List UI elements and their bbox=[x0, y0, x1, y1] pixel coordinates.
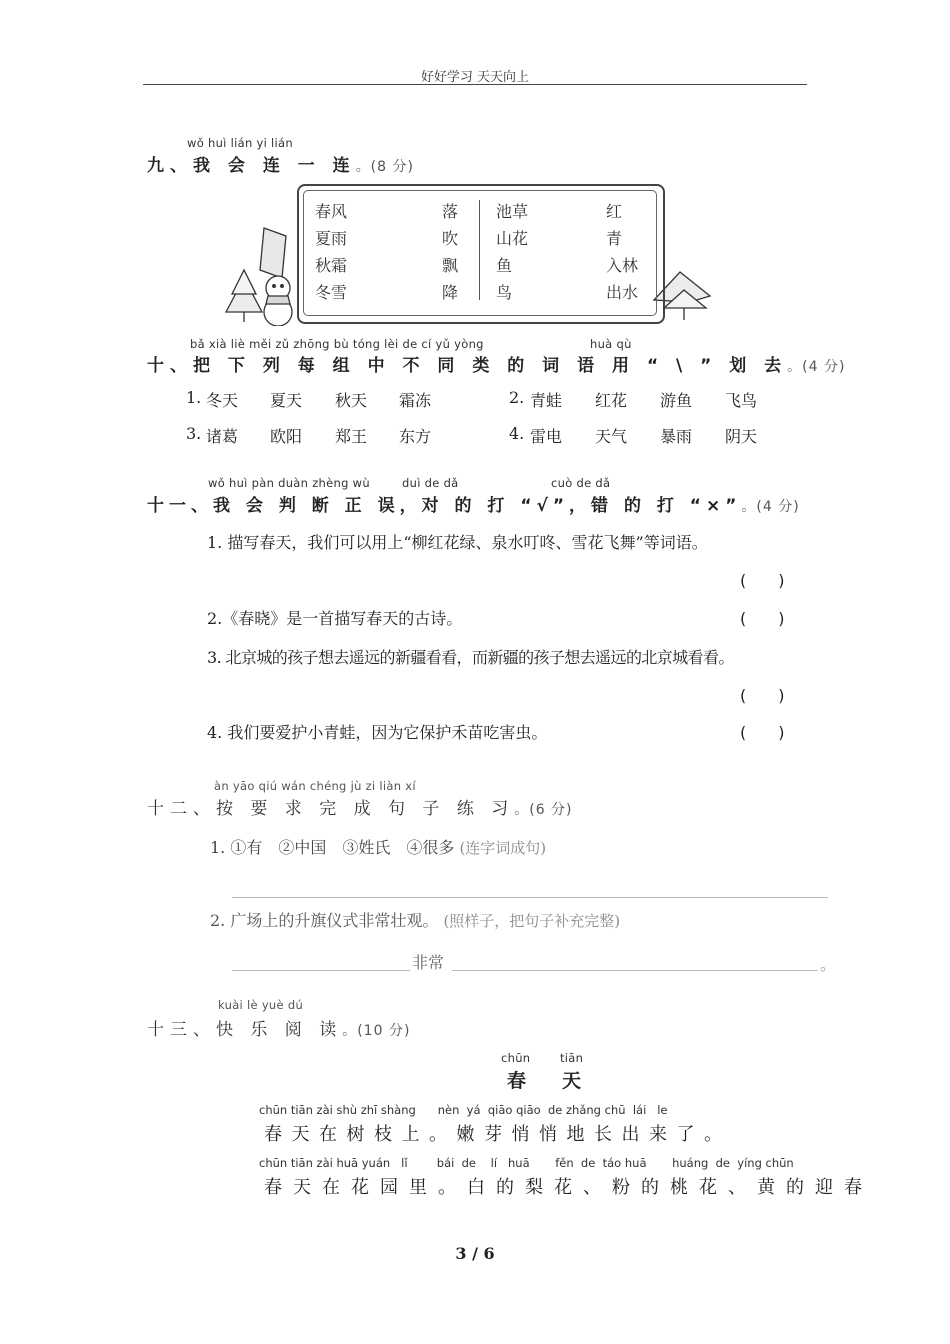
group-3-word-4[interactable]: 东方 bbox=[399, 427, 432, 446]
group-3-num: 3. bbox=[186, 424, 202, 443]
story-title-char-1: 春 bbox=[507, 1070, 527, 1092]
s10-score: 。(4 分) bbox=[787, 359, 846, 375]
s10-heading bbox=[147, 351, 845, 376]
s9-score: 。(8 分) bbox=[355, 159, 414, 175]
s11-pinyin-2: duì de dǎ bbox=[402, 476, 459, 490]
s10-title: 十、把 下 列 每 组 中 不 同 类 的 词 语 用 “ \ ” 划 去 bbox=[147, 356, 788, 376]
judge-answer-4[interactable]: ( ) bbox=[740, 723, 785, 742]
s13-score: 。(10 分) bbox=[342, 1023, 411, 1039]
group-1-word-4[interactable]: 霜冻 bbox=[399, 391, 432, 410]
s12-heading bbox=[147, 794, 573, 819]
judge-answer-3[interactable]: ( ) bbox=[740, 686, 785, 705]
s12-q1-text: 1. ①有 ②中国 ③姓氏 ④很多 bbox=[210, 838, 455, 857]
answer-line-q1[interactable] bbox=[232, 897, 828, 898]
s12-title: 十二、按 要 求 完 成 句 子 练 习 bbox=[147, 799, 515, 819]
s12-q2-hint: (照样子，把句子补充完整) bbox=[443, 912, 621, 930]
s11-pinyin-3: cuò de dǎ bbox=[551, 476, 611, 490]
group-1-num: 1. bbox=[186, 388, 202, 407]
s12-q1 bbox=[210, 835, 546, 858]
right-result-1[interactable]: 红 bbox=[606, 202, 623, 221]
s10-pinyin: bǎ xià liè měi zǔ zhōng bù tóng lèi de cí yǔ yòng bbox=[190, 337, 484, 351]
judge-answer-2[interactable]: ( ) bbox=[740, 609, 785, 628]
right-result-2[interactable]: 青 bbox=[606, 229, 623, 248]
group-4-word-4[interactable]: 阴天 bbox=[725, 427, 758, 446]
left-verb-4[interactable]: 降 bbox=[442, 283, 459, 302]
group-3-word-3[interactable]: 郑王 bbox=[335, 427, 368, 446]
winter-scene-illustration bbox=[216, 222, 302, 326]
s11-pinyin: wǒ huì pàn duàn zhèng wù bbox=[208, 476, 370, 490]
story-line2: 春天在花园里。白的梨花、粉的桃花、黄的迎春 bbox=[264, 1177, 873, 1198]
story-title-char-2: 天 bbox=[562, 1070, 582, 1092]
s12-pinyin: àn yāo qiú wán chéng jù zi liàn xí bbox=[214, 779, 416, 793]
judge-answer-1[interactable]: ( ) bbox=[740, 571, 785, 590]
right-result-3[interactable]: 入林 bbox=[606, 256, 639, 275]
judge-item-2: 2.《春晓》是一首描写春天的古诗。 bbox=[207, 609, 463, 628]
s12-score: 。(6 分) bbox=[514, 802, 573, 818]
group-2-word-4[interactable]: 飞鸟 bbox=[725, 391, 758, 410]
story-line1-pinyin: chūn tiān zài shù zhī shàng nèn yá qiāo qiāo de zhǎng chū lái le bbox=[259, 1103, 668, 1117]
answer-blank-1[interactable] bbox=[232, 970, 410, 971]
left-word-1[interactable]: 春风 bbox=[315, 202, 348, 221]
right-result-4[interactable]: 出水 bbox=[606, 283, 639, 302]
s11-score: 。(4 分) bbox=[741, 499, 800, 515]
left-verb-2[interactable]: 吹 bbox=[442, 229, 459, 248]
left-word-2[interactable]: 夏雨 bbox=[315, 229, 348, 248]
right-word-1[interactable]: 池草 bbox=[496, 202, 529, 221]
left-word-4[interactable]: 冬雪 bbox=[315, 283, 348, 302]
s12-q1-hint: (连字词成句) bbox=[459, 839, 547, 857]
story-line1: 春天在树枝上。嫩芽悄悄地长出来了。 bbox=[264, 1124, 732, 1145]
s9-pinyin: wǒ huì lián yi lián bbox=[187, 136, 293, 150]
s13-pinyin: kuài lè yuè dú bbox=[218, 998, 304, 1012]
right-word-4[interactable]: 鸟 bbox=[496, 283, 513, 302]
group-1-word-1[interactable]: 冬天 bbox=[206, 391, 239, 410]
judge-item-1: 1. 描写春天，我们可以用上“柳红花绿、泉水叮咚、雪花飞舞”等词语。 bbox=[207, 533, 708, 552]
fill-word: 非常 bbox=[412, 953, 445, 972]
judge-item-4: 4. 我们要爱护小青蛙，因为它保护禾苗吃害虫。 bbox=[207, 723, 548, 742]
s13-title: 十三、快 乐 阅 读 bbox=[147, 1020, 343, 1040]
s12-q2 bbox=[210, 908, 620, 931]
left-word-3[interactable]: 秋霜 bbox=[315, 256, 348, 275]
group-1-word-3[interactable]: 秋天 bbox=[335, 391, 368, 410]
group-4-num: 4. bbox=[509, 424, 525, 443]
header-rule bbox=[143, 84, 807, 85]
s9-title: 九、我 会 连 一 连 bbox=[147, 156, 356, 176]
page-number: 3 / 6 bbox=[455, 1244, 495, 1263]
group-2-word-3[interactable]: 游鱼 bbox=[660, 391, 693, 410]
story-line2-pinyin: chūn tiān zài huā yuán lǐ bái de lí huā fěn de táo huā huáng de yíng chūn bbox=[259, 1156, 794, 1170]
story-title-py-1: chūn bbox=[501, 1051, 531, 1065]
right-word-2[interactable]: 山花 bbox=[496, 229, 529, 248]
group-2-num: 2. bbox=[509, 388, 525, 407]
answer-blank-2[interactable] bbox=[452, 970, 818, 971]
group-3-word-2[interactable]: 欧阳 bbox=[270, 427, 303, 446]
s12-q2-text: 2. 广场上的升旗仪式非常壮观。 bbox=[210, 911, 439, 930]
story-title-py-2: tiān bbox=[560, 1051, 584, 1065]
group-2-word-1[interactable]: 青蛙 bbox=[530, 391, 563, 410]
s10-pinyin-2: huà qù bbox=[590, 337, 632, 351]
page-header: 好好学习 天天向上 bbox=[420, 70, 530, 85]
matching-divider bbox=[479, 200, 480, 300]
group-4-word-3[interactable]: 暴雨 bbox=[660, 427, 693, 446]
group-3-word-1[interactable]: 诸葛 bbox=[206, 427, 239, 446]
s11-heading bbox=[147, 491, 800, 516]
fill-end: 。 bbox=[820, 955, 837, 974]
group-1-word-2[interactable]: 夏天 bbox=[270, 391, 303, 410]
left-verb-3[interactable]: 飘 bbox=[442, 256, 459, 275]
s13-heading bbox=[147, 1015, 410, 1040]
tree-left-icon bbox=[260, 228, 286, 278]
left-verb-1[interactable]: 落 bbox=[442, 202, 459, 221]
right-word-3[interactable]: 鱼 bbox=[496, 256, 513, 275]
s9-heading bbox=[147, 151, 414, 176]
s11-title: 十一、我 会 判 断 正 误，对 的 打 “√”，错 的 打 “×” bbox=[147, 496, 742, 516]
group-4-word-2[interactable]: 天气 bbox=[595, 427, 628, 446]
judge-item-3: 3. 北京城的孩子想去遥远的新疆看看，而新疆的孩子想去遥远的北京城看看。 bbox=[207, 648, 734, 667]
group-2-word-2[interactable]: 红花 bbox=[595, 391, 628, 410]
group-4-word-1[interactable]: 雷电 bbox=[530, 427, 563, 446]
